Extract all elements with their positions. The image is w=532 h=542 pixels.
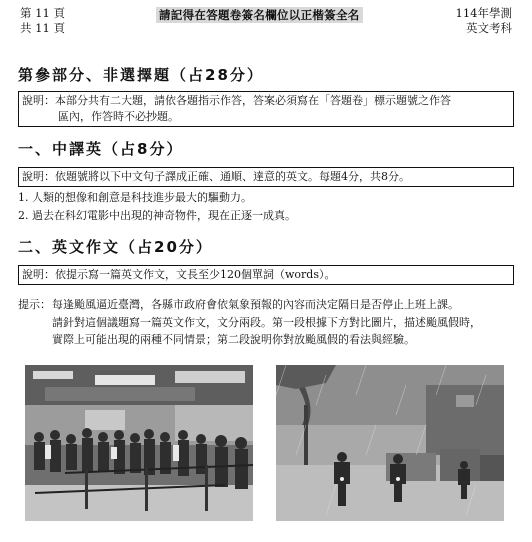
composition-tip-label: 提示： [18, 298, 51, 311]
page-total: 共 11 頁 [20, 21, 65, 35]
composition-tip-text [52, 296, 514, 349]
page-header-right [456, 6, 512, 36]
composition-title: 二、英文作文（占20分） [18, 238, 213, 256]
typhoon-rain-photo [276, 365, 504, 521]
exam-name: 114年學測 [455, 6, 512, 20]
part3-instructions-line2: 區內，作答時不必抄題。 [58, 110, 179, 123]
tip-line-2: 請針對這個議題寫一篇英文作文，文分兩段。第一段根據下方對比圖片，描述颱風假時， [52, 315, 481, 329]
composition-instructions: 說明：依提示寫一篇英文作文，文長至少120個單詞（words）。 [18, 265, 514, 285]
part3-instructions [18, 91, 514, 127]
part3-instructions-line1: 說明：本部分共有二大題，請依各題指示作答，答案必須寫在「答題卷」標示題號之作答 [22, 94, 451, 107]
subject-name: 英文考科 [466, 21, 512, 35]
crowded-station-photo [25, 365, 253, 521]
part3-title: 第參部分、非選擇題（占28分） [18, 66, 264, 84]
signature-notice: 請記得在答題卷簽名欄位以正楷簽全名 [156, 7, 363, 23]
tip-line-1: 每逢颱風逼近臺灣，各縣市政府會依氣象預報的內容而決定隔日是否停止上班上課。 [52, 298, 459, 311]
translation-item-2: 2. 過去在科幻電影中出現的神奇物件，現在正逐一成真。 [18, 209, 296, 222]
translation-title: 一、中譯英（占8分） [18, 140, 184, 158]
page-number: 第 11 頁 [20, 6, 65, 20]
translation-instructions: 說明：依題號將以下中文句子譯成正確、通順、達意的英文。每題4分，共8分。 [18, 167, 514, 187]
page-header-left [20, 6, 65, 36]
translation-item-1: 1. 人類的想像和創意是科技進步最大的驅動力。 [18, 191, 252, 204]
tip-line-3: 實際上可能出現的兩種不同情景；第二段說明你對放颱風假的看法與經驗。 [52, 333, 415, 346]
